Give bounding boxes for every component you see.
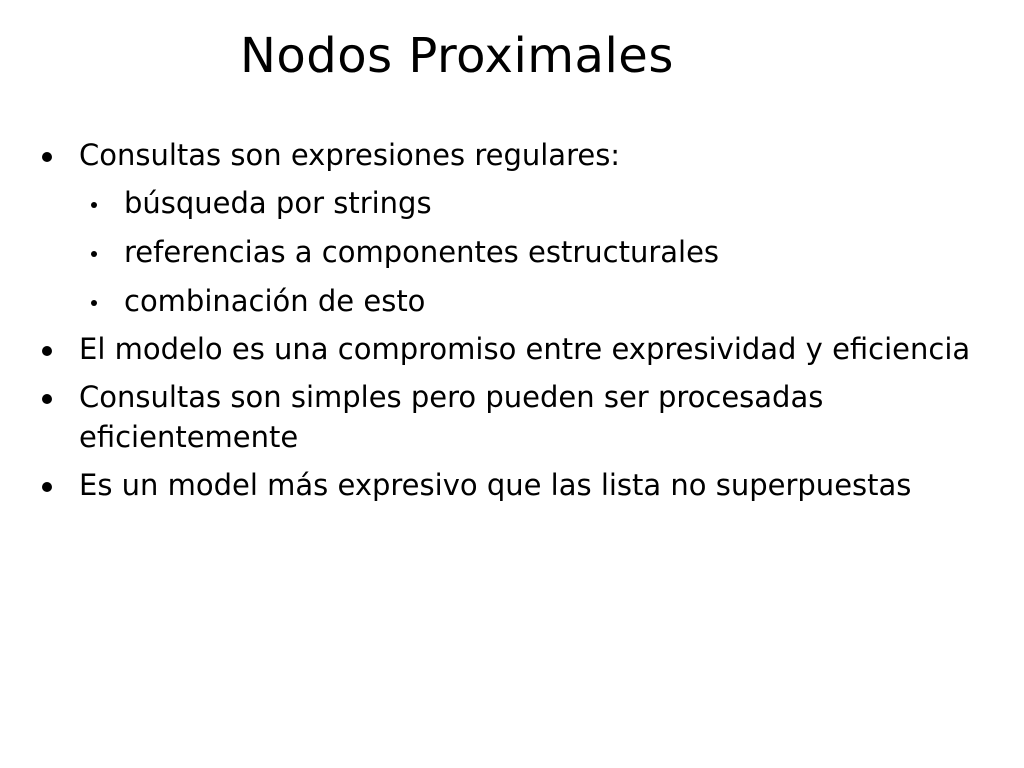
sub-bullet-dot-icon <box>91 251 97 257</box>
bullet-item <box>0 135 1010 321</box>
bullet-item <box>0 465 1010 505</box>
bullet-list <box>0 135 1010 513</box>
bullet-item <box>0 329 1010 369</box>
sub-bullet-text: búsqueda por strings <box>124 186 432 220</box>
sub-bullet-dot-icon <box>91 300 97 306</box>
bullet-text: Consultas son simples pero pueden ser procesadas eficientemente <box>79 380 824 454</box>
bullet-item <box>0 377 1010 457</box>
sub-bullet-text: combinación de esto <box>124 284 426 318</box>
sub-bullet-dot-icon <box>91 202 97 208</box>
sub-bullet-text: referencias a componentes estructurales <box>124 235 720 269</box>
bullet-dot-icon <box>42 482 52 492</box>
sub-bullet-list <box>79 183 1010 321</box>
slide-title: Nodos Proximales <box>240 28 674 84</box>
bullet-text: El modelo es una compromiso entre expresividad y eficiencia <box>79 332 971 366</box>
sub-bullet-item <box>79 232 1010 272</box>
bullet-text: Consultas son expresiones regulares: <box>79 138 621 172</box>
sub-bullet-item <box>79 281 1010 321</box>
bullet-dot-icon <box>42 346 52 356</box>
sub-bullet-item <box>79 183 1010 223</box>
bullet-dot-icon <box>42 394 52 404</box>
bullet-text: Es un model más expresivo que las lista no superpuestas <box>79 468 912 502</box>
bullet-dot-icon <box>42 152 52 162</box>
